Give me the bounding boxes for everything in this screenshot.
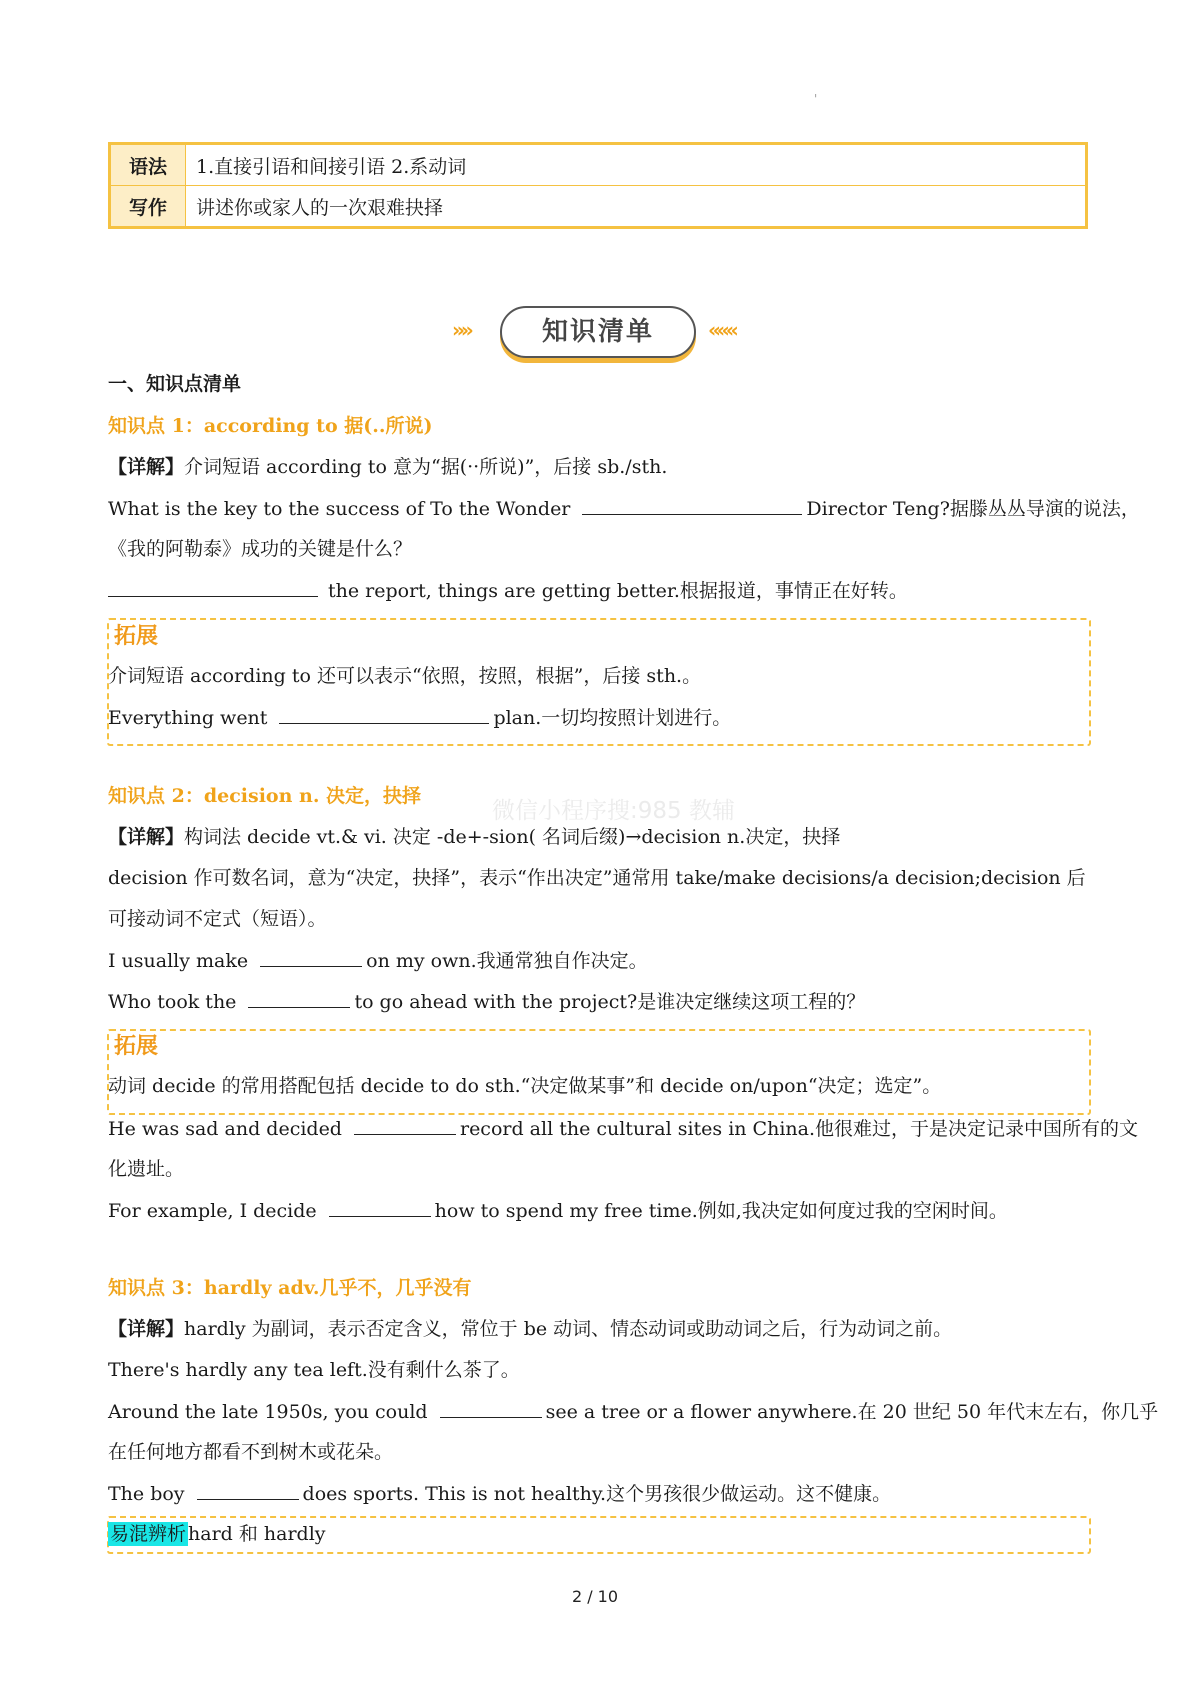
- kp1-title: 知识点 1：according to 据(..所说): [108, 415, 433, 437]
- example-text: What is the key to the success of To the Wonder: [108, 498, 571, 520]
- confuse-text: hard 和 hardly: [188, 1523, 326, 1545]
- kp1-extension-text: 介词短语 according to 还可以表示“依照，按照，根据”，后接 sth.。: [108, 665, 702, 687]
- fill-blank[interactable]: [260, 948, 362, 967]
- banner-right-arrows-icon: «««: [708, 318, 735, 342]
- row-body: 1.直接引语和间接引语 2.系动词: [186, 144, 1087, 186]
- example-text: see a tree or a flower anywhere.在 20 世纪 50 年代末左右，你几乎: [545, 1401, 1159, 1423]
- kp2-example-4: [108, 1198, 1008, 1223]
- kp2-detail: [108, 825, 840, 849]
- table-row: [110, 186, 1087, 228]
- kp2-extension-box: [107, 1029, 1091, 1115]
- kp2-extension-text: 动词 decide 的常用搭配包括 decide to do sth.“决定做某事”和 decide on/upon“决定；选定”。: [108, 1075, 942, 1097]
- example-text: to go ahead with the project?是谁决定继续这项工程的？: [354, 991, 866, 1013]
- kp2-example-1: [108, 948, 648, 973]
- banner-left-arrows-icon: »»: [452, 318, 470, 342]
- banner-title: 知识清单: [541, 317, 654, 347]
- kp2-text-2: 可接动词不定式（短语）。: [108, 908, 327, 930]
- kp2-text-1: decision 作可数名词，意为“决定，抉择”，表示“作出决定”通常用 take/make decisions/a decision;decision 后: [108, 867, 1086, 889]
- example-text: Director Teng?据滕丛丛导演的说法，: [806, 498, 1140, 520]
- kp3-example-2: [108, 1399, 1158, 1424]
- kp3-example-3: [108, 1481, 891, 1506]
- kp1-detail: [108, 455, 667, 479]
- fill-blank[interactable]: [197, 1481, 299, 1500]
- watermark: 微信小程序搜:985 教辅: [492, 798, 735, 824]
- fill-blank[interactable]: [108, 578, 318, 597]
- example-text: The boy: [108, 1483, 185, 1505]
- detail-tag: 【详解】: [108, 456, 185, 478]
- kp2-example-2: [108, 989, 865, 1014]
- table-row: [110, 144, 1087, 186]
- example-text: Around the late 1950s, you could: [108, 1401, 428, 1423]
- detail-text: 构词法 decide vt.& vi. 决定 -de+-sion( 名词后缀)→decision n.决定，抉择: [184, 826, 841, 848]
- example-text: record all the cultural sites in China.他很难过，于是决定记录中国所有的文: [459, 1118, 1139, 1140]
- example-text: Who took the: [108, 991, 237, 1013]
- kp3-detail: [108, 1317, 952, 1341]
- kp1-example-1: [108, 496, 1140, 521]
- row-body: 讲述你或家人的一次艰难抉择: [186, 186, 1087, 228]
- fill-blank[interactable]: [329, 1198, 431, 1217]
- header-mark: ': [814, 92, 818, 106]
- row-head: 语法: [110, 144, 186, 186]
- kp3-title: 知识点 3：hardly adv.几乎不，几乎没有: [108, 1277, 472, 1299]
- kp2-extension-title: 拓展: [114, 1034, 159, 1059]
- example-text: how to spend my free time.例如,我决定如何度过我的空闲时间。: [434, 1200, 1008, 1222]
- kp3-example-2-cont: 在任何地方都看不到树木或花朵。: [108, 1441, 394, 1463]
- section-banner: [500, 306, 696, 358]
- example-text: the report, things are getting better.根据报道，事情正在好转。: [328, 580, 908, 602]
- detail-text: 介词短语 according to 意为“据(··所说)”，后接 sb./sth.: [184, 456, 668, 478]
- detail-text: hardly 为副词，表示否定含义，常位于 be 动词、情态动词或助动词之后，行为动词之前。: [184, 1318, 953, 1340]
- topic-table: [108, 142, 1088, 229]
- kp3-confuse-line: [108, 1522, 326, 1546]
- page-number: 2 / 10: [571, 1587, 619, 1606]
- detail-tag: 【详解】: [108, 1318, 185, 1340]
- fill-blank[interactable]: [582, 496, 802, 515]
- section-title: 一、知识点清单: [108, 373, 242, 395]
- example-text: does sports. This is not healthy.这个男孩很少做运动。这不健康。: [302, 1483, 892, 1505]
- example-text: on my own.我通常独自作决定。: [366, 950, 648, 972]
- fill-blank[interactable]: [248, 989, 350, 1008]
- example-text: plan.一切均按照计划进行。: [493, 707, 732, 729]
- kp1-example-2: [108, 578, 908, 603]
- kp1-extension-title: 拓展: [114, 624, 159, 649]
- row-head: 写作: [110, 186, 186, 228]
- fill-blank[interactable]: [440, 1399, 542, 1418]
- kp2-example-3: [108, 1116, 1138, 1141]
- kp2-example-3-cont: 化遗址。: [108, 1158, 185, 1180]
- kp1-extension-example: [108, 705, 731, 730]
- example-text: Everything went: [108, 707, 268, 729]
- kp2-title: 知识点 2：decision n. 决定，抉择: [108, 785, 422, 807]
- fill-blank[interactable]: [279, 705, 489, 724]
- example-text: He was sad and decided: [108, 1118, 342, 1140]
- fill-blank[interactable]: [354, 1116, 456, 1135]
- detail-tag: 【详解】: [108, 826, 185, 848]
- example-text: For example, I decide: [108, 1200, 317, 1222]
- kp1-example-1-cont: 《我的阿勒泰》成功的关键是什么？: [108, 538, 413, 560]
- example-text: I usually make: [108, 950, 249, 972]
- kp3-example-1: There's hardly any tea left.没有剩什么茶了。: [108, 1359, 520, 1381]
- confuse-tag: 易混辨析: [110, 1523, 187, 1545]
